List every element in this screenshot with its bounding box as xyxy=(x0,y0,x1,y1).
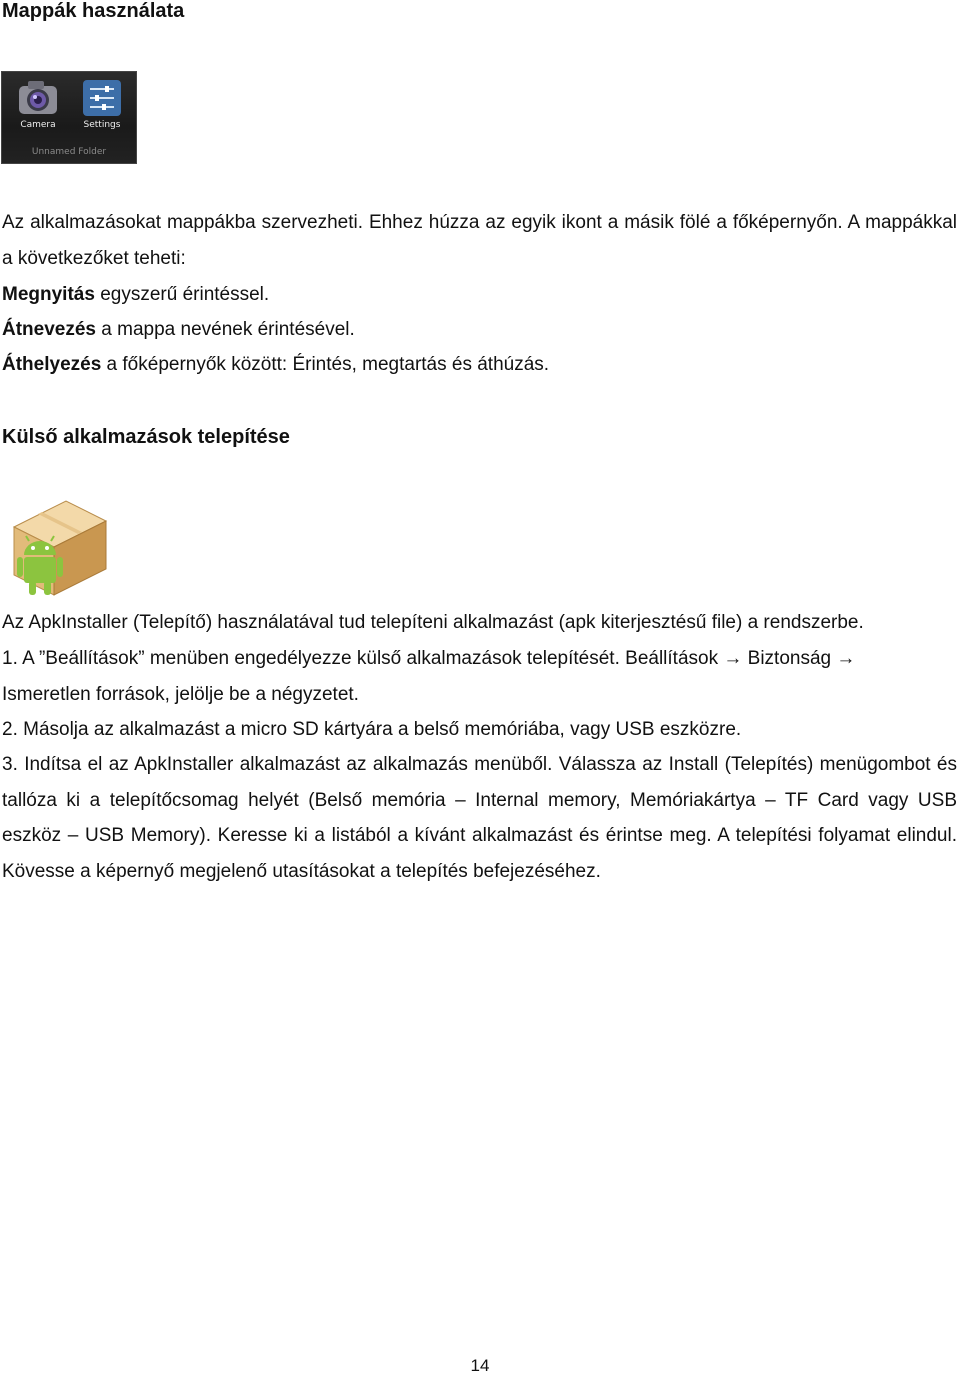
folder-app-settings xyxy=(72,78,132,140)
step-1-text: Ismeretlen források, jelölje be a négyzetet. xyxy=(2,683,359,705)
action-term: Átnevezés xyxy=(2,319,96,340)
arrow-right-icon: → xyxy=(836,648,856,669)
settings-icon xyxy=(80,78,124,118)
folder-action-open xyxy=(2,284,269,306)
section-title-external-apps: Külső alkalmazások telepítése xyxy=(2,426,290,448)
arrow-right-icon: → xyxy=(723,648,743,669)
action-term: Megnyitás xyxy=(2,284,95,305)
action-term: Áthelyezés xyxy=(2,354,102,375)
camera-icon xyxy=(16,78,60,118)
step-1-text: Biztonság xyxy=(747,648,832,669)
folder-app-camera xyxy=(8,78,68,140)
step-1 xyxy=(2,641,957,712)
step-2: 2. Másolja az alkalmazást a micro SD kártyára a belső memóriába, vagy USB eszközre. xyxy=(2,719,742,740)
apk-installer-icon xyxy=(8,495,108,600)
folder-app-label: Settings xyxy=(83,120,121,130)
folder-action-move xyxy=(2,354,549,376)
folders-intro: Az alkalmazásokat mappákba szervezheti. Ehhez húzza az egyik ikont a másik fölé a főképernyőn. A mappákkal a következőket teheti: xyxy=(2,212,957,269)
folder-app-label: Camera xyxy=(20,120,56,130)
step-1-text: 1. A ”Beállítások” menüben engedélyezze külső alkalmazások telepítését. Beállítások xyxy=(2,648,719,669)
action-description: egyszerű érintéssel. xyxy=(94,284,270,305)
folder-action-rename xyxy=(2,319,355,341)
action-description: a főképernyők között: Érintés, megtartás és áthúzás. xyxy=(101,354,550,375)
folder-screenshot xyxy=(1,71,137,164)
apk-installer-intro: Az ApkInstaller (Telepítő) használatával tud telepíteni alkalmazást (apk kiterjesztésű file) a rendszerbe. xyxy=(2,612,864,633)
step-3: 3. Indítsa el az ApkInstaller alkalmazást az alkalmazás menüből. Válassza az Install (Telepítés) menügombot és tallóza ki a telepítőcsomag helyét (Belső memória – Internal memory, Memóriakártya – TF Card vagy USB eszköz – USB Memory). Keresse ki a listából a kívánt alkalmazást és érintse meg. A telepítési folyamat elindul. Kövesse a képernyő megjelenő utasításokat a telepítés befejezéséhez. xyxy=(2,754,957,882)
section-title-folders: Mappák használata xyxy=(2,0,185,22)
page-number: 14 xyxy=(470,1356,490,1375)
folder-name: Unnamed Folder xyxy=(31,147,107,157)
action-description: a mappa nevének érintésével. xyxy=(96,319,355,340)
